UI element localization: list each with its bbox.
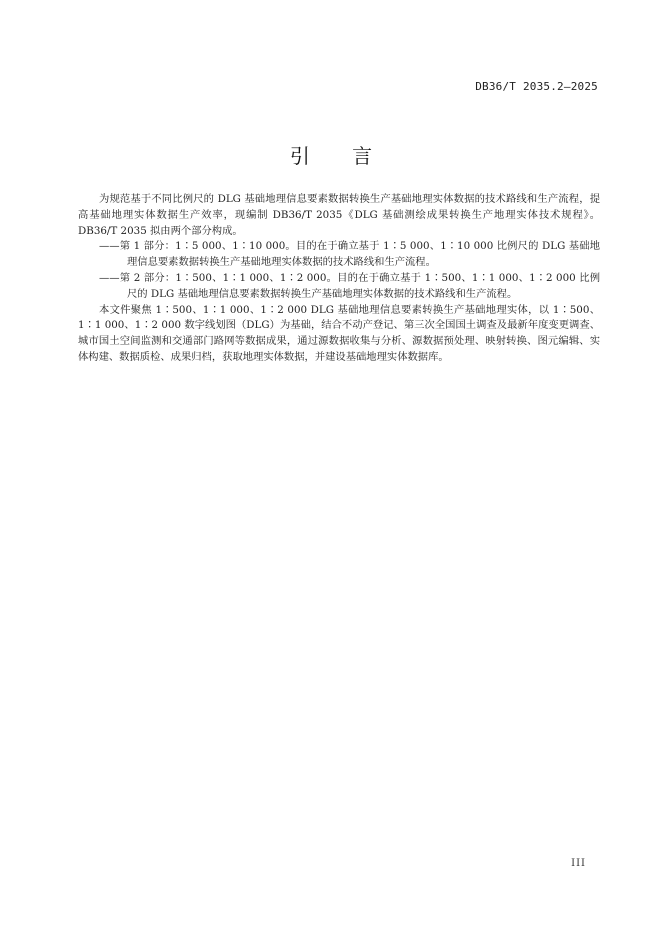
part-2-item: ——第 2 部分：1∶500、1∶1 000、1∶2 000。目的在于确立基于 1∶500、1∶1 000、1∶2 000 比例尺的 DLG 基础地理信息要素数据转换生产基础地理实体数据的技术路线和生产流程。: [99, 271, 600, 300]
intro-paragraph: 为规范基于不同比例尺的 DLG 基础地理信息要素数据转换生产基础地理实体数据的技术路线和生产流程，提高基础地理实体数据生产效率，现编制 DB36/T 2035《DLG 基础测绘成果转换生产地理实体技术规程》。DB36/T 2035 拟由两个部分构成。: [78, 193, 600, 237]
body-text: [78, 192, 600, 366]
document-code: DB36/T 2035.2—2025: [475, 80, 598, 93]
part-1-item: ——第 1 部分：1∶5 000、1∶10 000。目的在于确立基于 1∶5 000、1∶10 000 比例尺的 DLG 基础地理信息要素数据转换生产基础地理实体数据的技术路线和生产流程。: [99, 240, 600, 269]
page-title: 引 言: [289, 144, 391, 168]
page-number: III: [571, 858, 586, 869]
focus-paragraph: 本文件聚焦 1∶500、1∶1 000、1∶2 000 DLG 基础地理信息要素转换生产基础地理实体，以 1∶500、1∶1 000、1∶2 000 数字线划图（DLG）为基础，结合不动产登记、第三次全国国土调查及最新年度变更调查、城市国土空间监测和交通部门路网等数据成果，通过源数据收集与分析、源数据预处理、映射转换、图元编辑、实体构建、数据质检、成果归档，获取地理实体数据，并建设基础地理实体数据库。: [78, 303, 600, 363]
